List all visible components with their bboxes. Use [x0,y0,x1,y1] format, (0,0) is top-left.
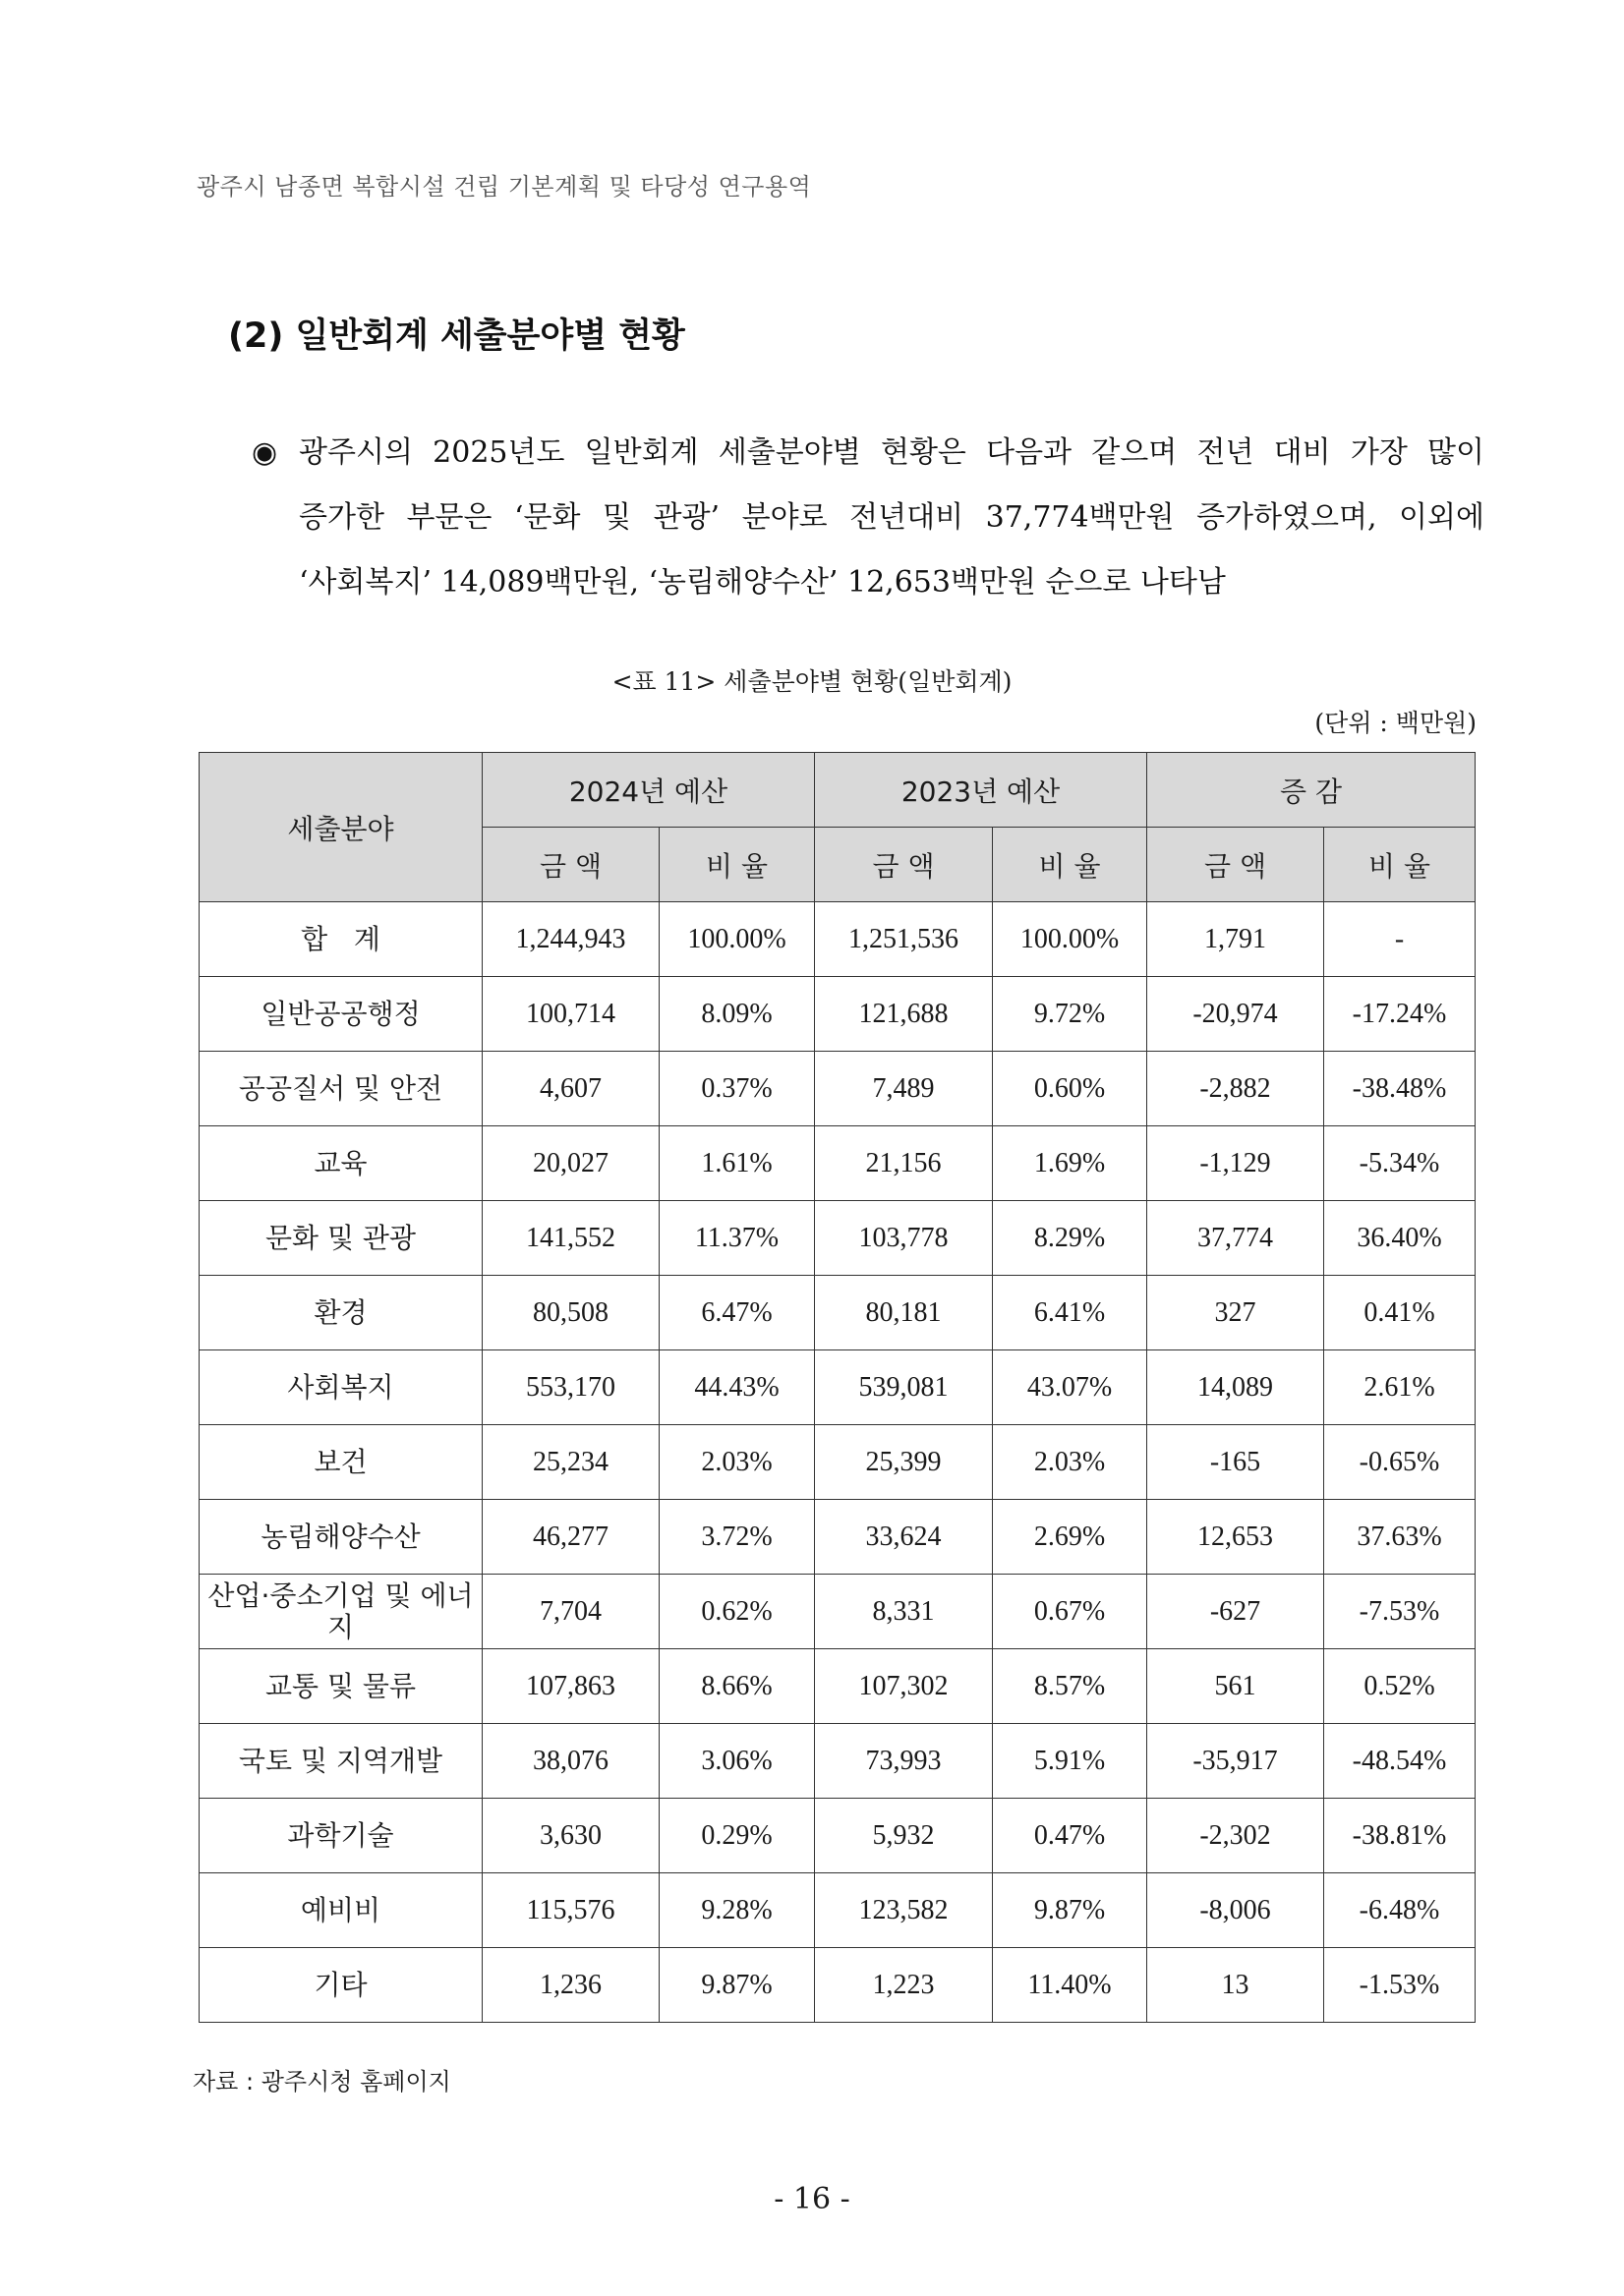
header-amount: 금 액 [483,828,660,902]
table-cell: 0.29% [660,1799,815,1873]
table-cell: 9.87% [993,1873,1147,1948]
table-row [200,1201,1476,1276]
table-cell: 43.07% [993,1350,1147,1425]
header-amount: 금 액 [1147,828,1324,902]
header-group-2024: 2024년 예산 [483,753,815,828]
row-label: 기타 [200,1948,483,2023]
table-cell: 3.72% [660,1500,815,1575]
table-cell: 80,181 [815,1276,993,1350]
table-cell: 37,774 [1147,1201,1324,1276]
table-cell: 73,993 [815,1724,993,1799]
table-cell: 33,624 [815,1500,993,1575]
table-cell: 1,251,536 [815,902,993,977]
table-row [200,1350,1476,1425]
table-cell: 103,778 [815,1201,993,1276]
table-cell: 123,582 [815,1873,993,1948]
table-cell: 0.41% [1324,1276,1476,1350]
table-cell: 115,576 [483,1873,660,1948]
table-row [200,1948,1476,2023]
table-cell: 0.62% [660,1575,815,1649]
table-row [200,1425,1476,1500]
table-cell: 8,331 [815,1575,993,1649]
table-cell: 100.00% [660,902,815,977]
table-cell: - [1324,902,1476,977]
budget-table [199,752,1476,2023]
table-cell: 107,302 [815,1649,993,1724]
table-cell: -35,917 [1147,1724,1324,1799]
table-row [200,1873,1476,1948]
table-cell: -627 [1147,1575,1324,1649]
row-label: 합 계 [200,902,483,977]
table-cell: 4,607 [483,1052,660,1126]
table-cell: 553,170 [483,1350,660,1425]
table-row [200,1052,1476,1126]
table-cell: -20,974 [1147,977,1324,1052]
table-cell: -1,129 [1147,1126,1324,1201]
table-cell: 561 [1147,1649,1324,1724]
table-cell: -1.53% [1324,1948,1476,2023]
paragraph-line: 광주시의 2025년도 일반회계 세출분야별 현황은 다음과 같으며 전년 대비 가장 많이 [299,435,1484,470]
header-ratio: 비 율 [1324,828,1476,902]
table-cell: 0.52% [1324,1649,1476,1724]
row-label: 교통 및 물류 [200,1649,483,1724]
table-cell: -7.53% [1324,1575,1476,1649]
row-label: 문화 및 관광 [200,1201,483,1276]
table-header [200,753,1476,902]
table-cell: 141,552 [483,1201,660,1276]
row-label: 보건 [200,1425,483,1500]
table-cell: -6.48% [1324,1873,1476,1948]
table-cell: 1,223 [815,1948,993,2023]
table-cell: 5,932 [815,1799,993,1873]
table-cell: -5.34% [1324,1126,1476,1201]
table-cell: -8,006 [1147,1873,1324,1948]
table-row [200,1276,1476,1350]
table-cell: 6.41% [993,1276,1147,1350]
table-cell: 121,688 [815,977,993,1052]
table-cell: 7,704 [483,1575,660,1649]
table-cell: 1,244,943 [483,902,660,977]
table-cell: 11.37% [660,1201,815,1276]
table-row [200,977,1476,1052]
table-cell: -0.65% [1324,1425,1476,1500]
paragraph-line: 증가한 부문은 ‘문화 및 관광’ 분야로 전년대비 37,774백만원 증가하였으며, 이외에 [299,500,1484,535]
table-cell: 9.87% [660,1948,815,2023]
header-ratio: 비 율 [993,828,1147,902]
table-cell: 14,089 [1147,1350,1324,1425]
table-row [200,1500,1476,1575]
table-row [200,1799,1476,1873]
table-row [200,902,1476,977]
row-label: 공공질서 및 안전 [200,1052,483,1126]
table-cell: 46,277 [483,1500,660,1575]
table-cell: -48.54% [1324,1724,1476,1799]
row-label: 일반공공행정 [200,977,483,1052]
table-cell: 8.66% [660,1649,815,1724]
table-cell: 38,076 [483,1724,660,1799]
table-cell: 2.03% [993,1425,1147,1500]
table-cell: 1,236 [483,1948,660,2023]
table-cell: 327 [1147,1276,1324,1350]
table-unit: (단위 : 백만원) [1314,709,1477,737]
table-cell: 1.69% [993,1126,1147,1201]
table-cell: 0.67% [993,1575,1147,1649]
table-cell: -38.48% [1324,1052,1476,1126]
table-cell: 0.47% [993,1799,1147,1873]
table-cell: 25,399 [815,1425,993,1500]
table-cell: -2,302 [1147,1799,1324,1873]
table-cell: 37.63% [1324,1500,1476,1575]
table-cell: 1.61% [660,1126,815,1201]
table-cell: -17.24% [1324,977,1476,1052]
header-ratio: 비 율 [660,828,815,902]
table-row [200,1724,1476,1799]
table-cell: 2.61% [1324,1350,1476,1425]
table-cell: 44.43% [660,1350,815,1425]
table-cell: 8.09% [660,977,815,1052]
summary-paragraph [252,421,1484,615]
section-title: (2) 일반회계 세출분야별 현황 [228,316,685,356]
bullet-icon: ◉ [252,435,278,470]
row-label: 국토 및 지역개발 [200,1724,483,1799]
header-group-change: 증 감 [1147,753,1476,828]
table-cell: 36.40% [1324,1201,1476,1276]
running-header: 광주시 남종면 복합시설 건립 기본계획 및 타당성 연구용역 [197,173,812,201]
table-cell: -2,882 [1147,1052,1324,1126]
table-cell: 21,156 [815,1126,993,1201]
row-label: 교육 [200,1126,483,1201]
row-label: 사회복지 [200,1350,483,1425]
table-cell: 7,489 [815,1052,993,1126]
table-cell: 0.37% [660,1052,815,1126]
table-cell: 9.28% [660,1873,815,1948]
table-body [200,902,1476,2023]
table-cell: 9.72% [993,977,1147,1052]
header-group-2023: 2023년 예산 [815,753,1147,828]
table-cell: 8.29% [993,1201,1147,1276]
table-cell: 1,791 [1147,902,1324,977]
row-label: 과학기술 [200,1799,483,1873]
table-cell: 100,714 [483,977,660,1052]
table-cell: 8.57% [993,1649,1147,1724]
table-cell: 20,027 [483,1126,660,1201]
table-cell: 12,653 [1147,1500,1324,1575]
table-cell: 25,234 [483,1425,660,1500]
header-field: 세출분야 [200,753,483,902]
table-cell: 107,863 [483,1649,660,1724]
row-label: 농림해양수산 [200,1500,483,1575]
table-row [200,1649,1476,1724]
source-note: 자료 : 광주시청 홈페이지 [193,2068,451,2095]
table-cell: 13 [1147,1948,1324,2023]
table-cell: 6.47% [660,1276,815,1350]
table-row [200,1126,1476,1201]
table-cell: 100.00% [993,902,1147,977]
page-number: - 16 - [774,2182,850,2216]
table-row [200,1575,1476,1649]
table-cell: 3.06% [660,1724,815,1799]
row-label: 예비비 [200,1873,483,1948]
table-caption: <표 11> 세출분야별 현황(일반회계) [611,667,1013,696]
row-label: 산업·중소기업 및 에너지 [200,1575,483,1649]
table-cell: -38.81% [1324,1799,1476,1873]
table-cell: 5.91% [993,1724,1147,1799]
table-cell: 11.40% [993,1948,1147,2023]
table-cell: 539,081 [815,1350,993,1425]
row-label: 환경 [200,1276,483,1350]
table-cell: 80,508 [483,1276,660,1350]
paragraph-line: ‘사회복지’ 14,089백만원, ‘농림해양수산’ 12,653백만원 순으로 나타남 [299,565,1226,600]
table-cell: -165 [1147,1425,1324,1500]
table-cell: 0.60% [993,1052,1147,1126]
table-cell: 2.69% [993,1500,1147,1575]
table-cell: 2.03% [660,1425,815,1500]
header-amount: 금 액 [815,828,993,902]
table-cell: 3,630 [483,1799,660,1873]
